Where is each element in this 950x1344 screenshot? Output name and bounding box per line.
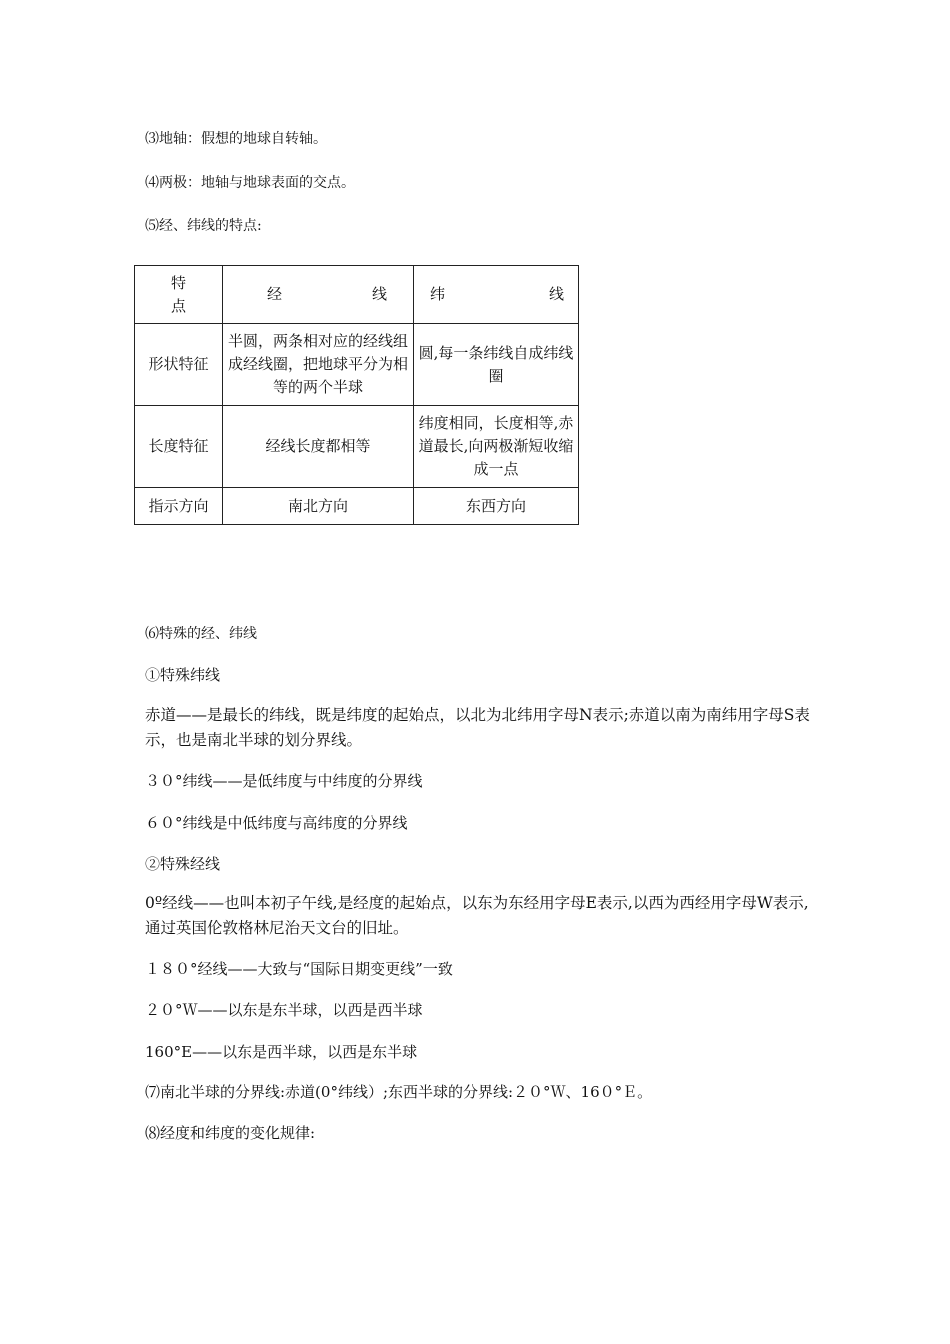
header-latitude-char2: 线 [548,285,564,303]
table-row [135,406,579,488]
table-row [135,324,579,406]
row-label: 形状特征 [135,324,223,406]
para-two-poles: ⑷两极：地轴与地球表面的交点。 [145,175,355,191]
row-latitude-value: 纬度相同，长度相等,赤道最长,向两极渐短收缩成一点 [414,406,579,488]
para-special-latitudes-heading: ①特殊纬线 [145,666,221,684]
table-row [135,488,579,525]
row-longitude-value: 南北方向 [223,488,414,525]
row-label: 长度特征 [135,406,223,488]
para-equator: 赤道——是最长的纬线，既是纬度的起始点，以北为北纬用字母N表示;赤道以南为南纬用字母S表示，也是南北半球的划分界线。 [145,706,810,749]
para-hemisphere-boundaries: ⑺南北半球的分界线:赤道(0°纬线）;东西半球的分界线:２０°Ｗ、16０°Ｅ。 [145,1083,653,1101]
header-latitude-char1: 纬 [430,285,446,303]
header-feature-cell [135,266,223,324]
row-latitude-value: 东西方向 [414,488,579,525]
header-longitude-char2: 线 [371,285,387,303]
para-features-heading: ⑸经、纬线的特点: [145,218,262,234]
header-latitude-cell [414,266,579,324]
header-longitude-char1: 经 [267,285,283,303]
para-latitude-60: ６０°纬线是中低纬度与高纬度的分界线 [145,814,408,832]
row-longitude-value: 经线长度都相等 [223,406,414,488]
header-feature-line1: 特 [170,273,186,292]
row-latitude-value: 圆,每一条纬线自成纬线圈 [414,324,579,406]
para-change-rules-heading: ⑻经度和纬度的变化规律: [145,1124,316,1142]
row-longitude-value: 半圆，两条相对应的经线组成经线圈，把地球平分为相等的两个半球 [223,324,414,406]
feature-table [134,265,579,525]
para-earth-axis: ⑶地轴：假想的地球自转轴。 [145,131,327,147]
row-label: 指示方向 [135,488,223,525]
para-latitude-30: ３０°纬线——是低纬度与中纬度的分界线 [145,772,423,790]
table-header-row [135,266,579,324]
header-longitude-cell [223,266,414,324]
para-special-lines-heading: ⑹特殊的经、纬线 [145,626,257,642]
para-longitude-20w: ２０°Ｗ——以东是东半球，以西是西半球 [145,1001,423,1019]
para-special-longitudes-heading: ②特殊经线 [145,855,221,873]
para-longitude-180: １８０°经线——大致与“国际日期变更线”一致 [145,960,453,978]
para-longitude-160e: 160°E——以东是西半球，以西是东半球 [145,1043,418,1061]
para-prime-meridian: 0º经线——也叫本初子午线,是经度的起始点，以东为东经用字母E表示,以西为西经用字母W表示,通过英国伦敦格林尼治天文台的旧址。 [145,894,809,937]
header-feature-line2: 点 [170,296,186,315]
